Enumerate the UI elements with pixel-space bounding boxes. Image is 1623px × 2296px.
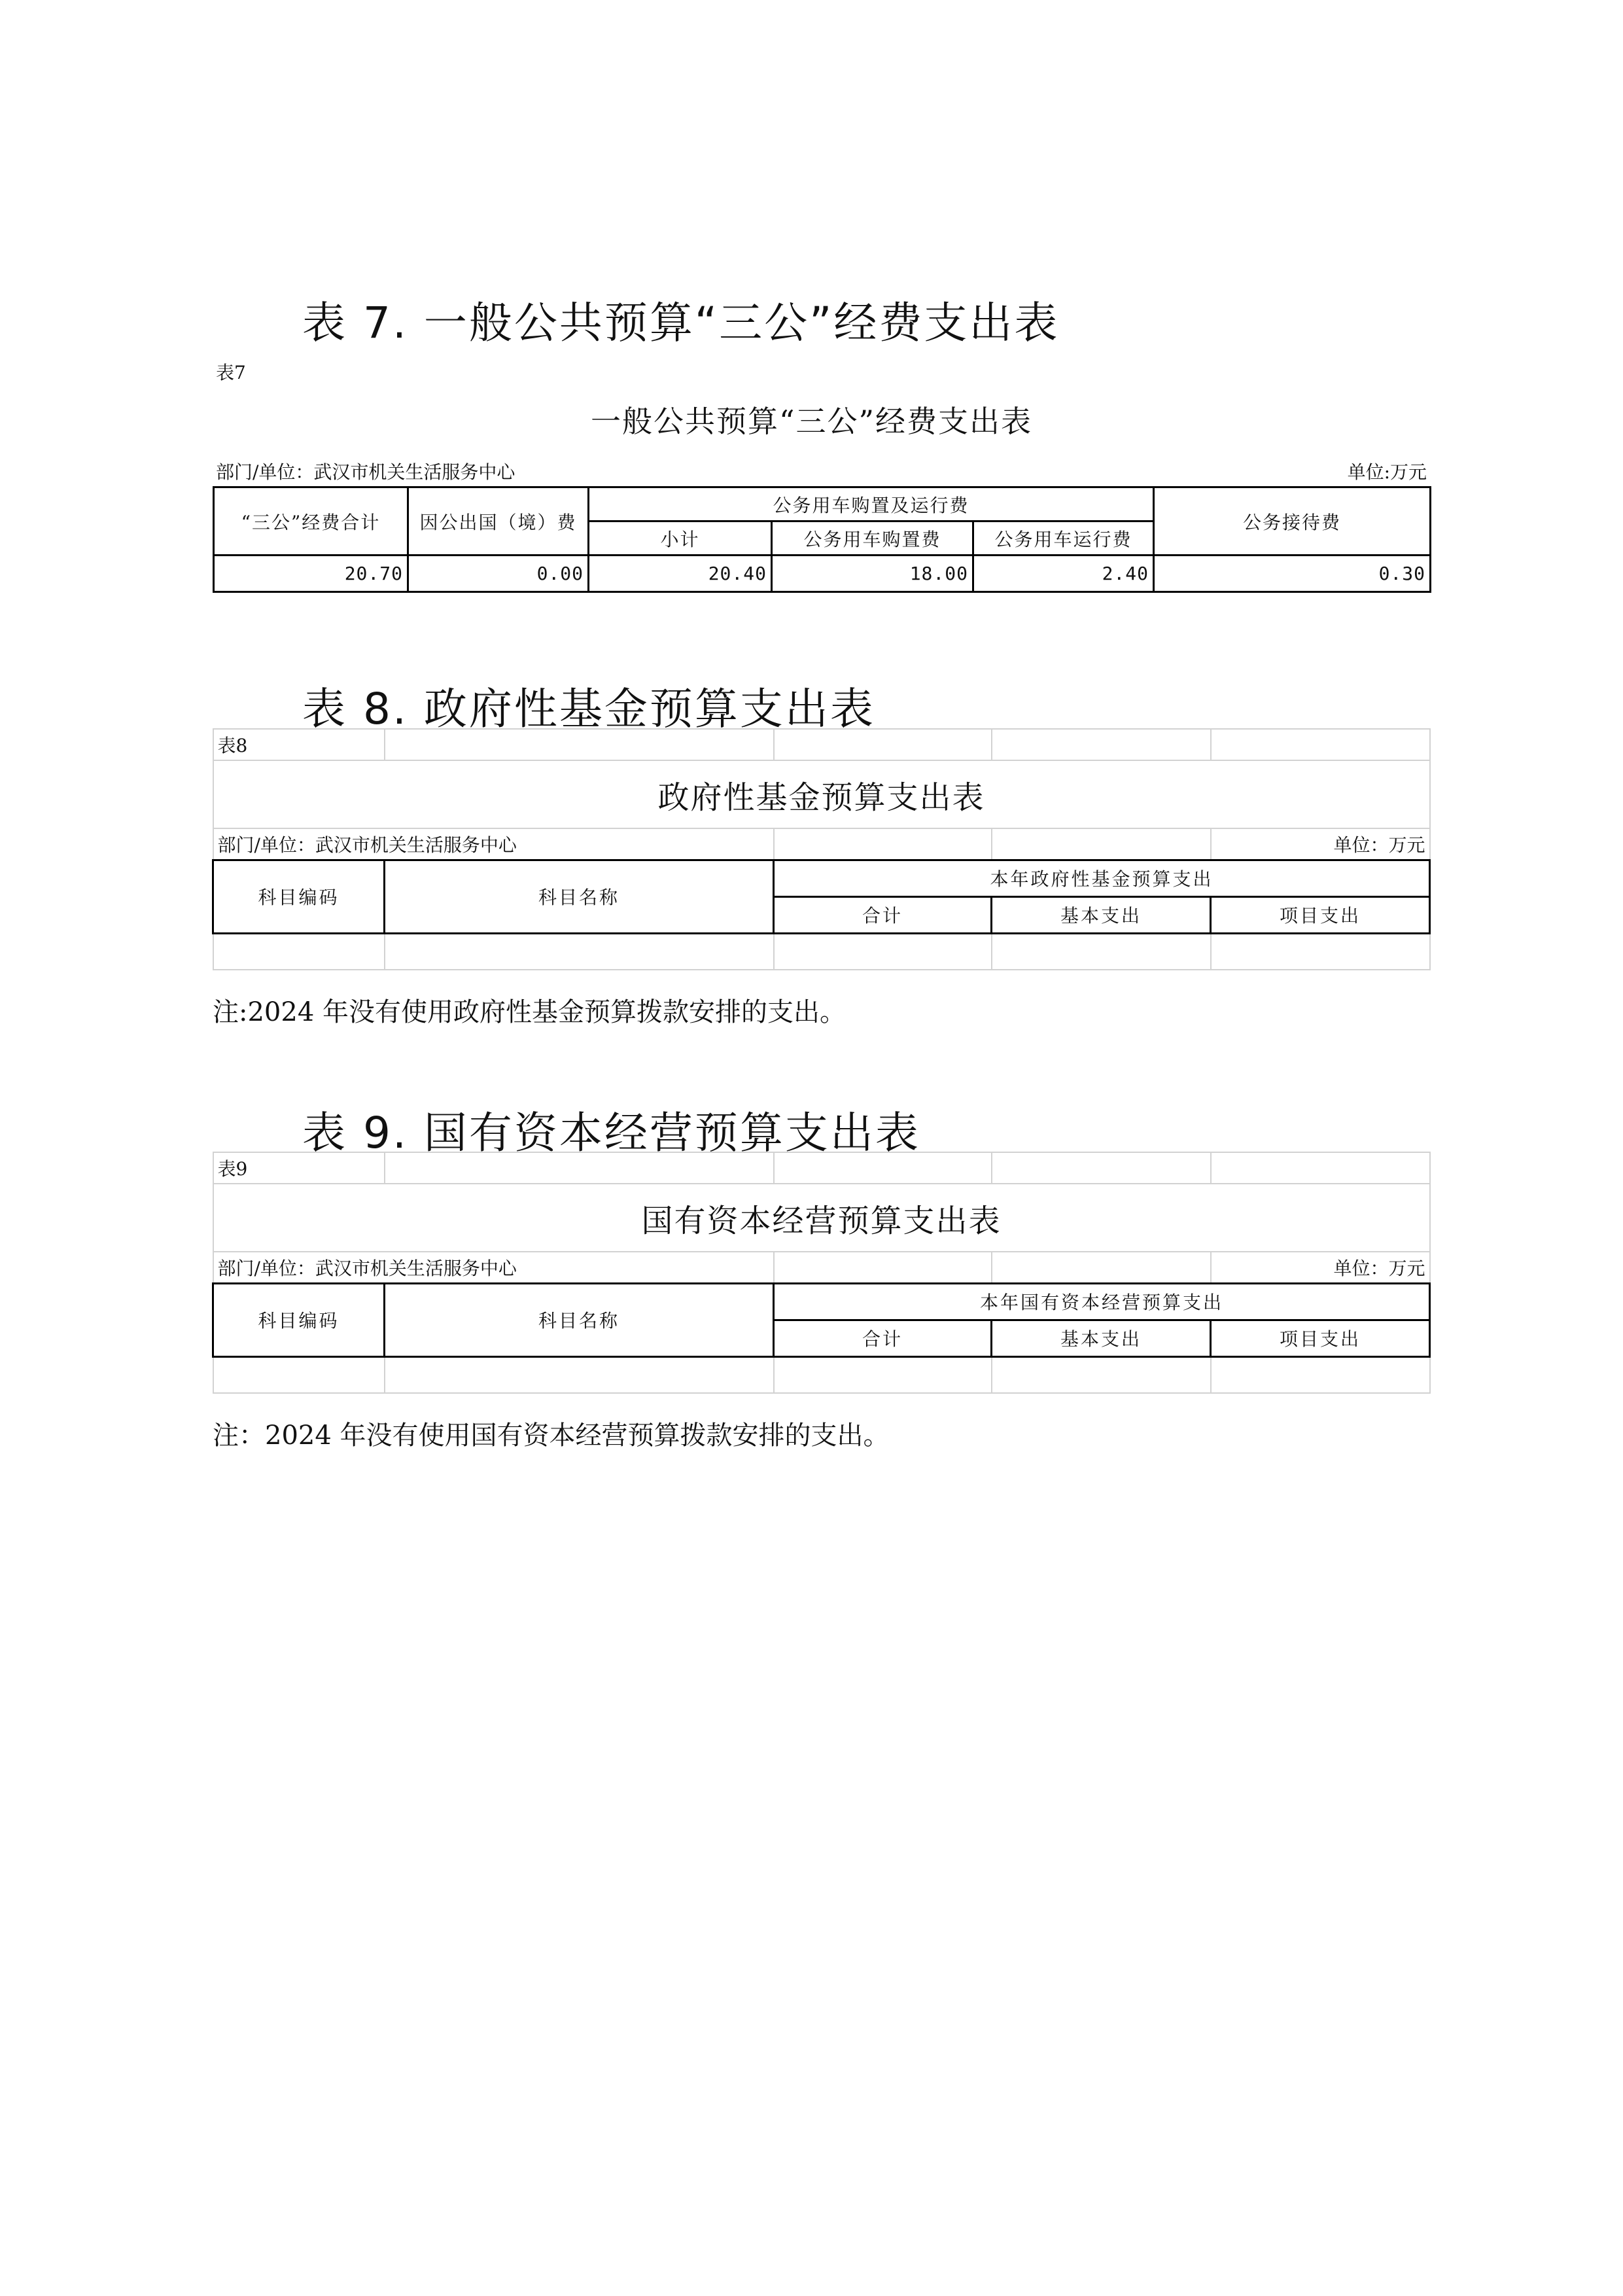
table9-header-name: 科目名称 xyxy=(385,1283,774,1356)
header-subtotal: 小计 xyxy=(589,521,772,556)
header-abroad: 因公出国（境）费 xyxy=(408,487,589,556)
table9-note: 注：2024 年没有使用国有资本经营预算拨款安排的支出。 xyxy=(213,1421,890,1451)
table8-unit: 单位：万元 xyxy=(1211,828,1430,860)
table8-header-project: 项目支出 xyxy=(1211,896,1430,933)
table8-header-code: 科目编码 xyxy=(213,860,385,933)
table8-title: 政府性基金预算支出表 xyxy=(213,760,1430,828)
table9-empty-row xyxy=(213,1356,1430,1393)
table9-header-project: 项目支出 xyxy=(1211,1320,1430,1356)
header-total: “三公”经费合计 xyxy=(214,487,408,556)
header-purchase: 公务用车购置费 xyxy=(772,521,973,556)
table7-tag: 表7 xyxy=(216,362,246,383)
table8-heading: 表 8. 政府性基金预算支出表 xyxy=(302,684,875,734)
table9-header-group: 本年国有资本经营预算支出 xyxy=(774,1283,1430,1320)
value-operation: 2.40 xyxy=(973,556,1154,592)
table8-note: 注:2024 年没有使用政府性基金预算拨款安排的支出。 xyxy=(213,997,846,1027)
table9-header-sum: 合计 xyxy=(774,1320,992,1356)
table7-heading: 表 7. 一般公共预算“三公”经费支出表 xyxy=(302,298,1060,348)
table9-title: 国有资本经营预算支出表 xyxy=(213,1184,1430,1252)
value-reception: 0.30 xyxy=(1154,556,1431,592)
table8-header-name: 科目名称 xyxy=(385,860,774,933)
header-operation: 公务用车运行费 xyxy=(973,521,1154,556)
table7-title: 一般公共预算“三公”经费支出表 xyxy=(590,404,1033,439)
table8-header-group: 本年政府性基金预算支出 xyxy=(774,860,1430,896)
table7 xyxy=(213,486,1431,593)
table9 xyxy=(212,1152,1431,1394)
table9-unit: 单位：万元 xyxy=(1211,1252,1430,1283)
table8 xyxy=(212,728,1431,970)
table8-header-sum: 合计 xyxy=(774,896,992,933)
table8-empty-row xyxy=(213,933,1430,970)
table9-header-basic: 基本支出 xyxy=(992,1320,1211,1356)
table7-unit: 单位:万元 xyxy=(1347,461,1427,483)
table8-header-basic: 基本支出 xyxy=(992,896,1211,933)
value-purchase: 18.00 xyxy=(772,556,973,592)
header-vehicle-group: 公务用车购置及运行费 xyxy=(589,487,1154,521)
table8-tag: 表8 xyxy=(213,729,385,760)
table9-dept: 部门/单位：武汉市机关生活服务中心 xyxy=(213,1252,774,1283)
value-subtotal: 20.40 xyxy=(589,556,772,592)
table7-dept: 部门/单位：武汉市机关生活服务中心 xyxy=(216,461,515,483)
value-total: 20.70 xyxy=(214,556,408,592)
table9-header-code: 科目编码 xyxy=(213,1283,385,1356)
table8-dept: 部门/单位：武汉市机关生活服务中心 xyxy=(213,828,774,860)
table9-tag: 表9 xyxy=(213,1152,385,1184)
table9-heading: 表 9. 国有资本经营预算支出表 xyxy=(302,1108,920,1158)
header-reception: 公务接待费 xyxy=(1154,487,1431,556)
value-abroad: 0.00 xyxy=(408,556,589,592)
